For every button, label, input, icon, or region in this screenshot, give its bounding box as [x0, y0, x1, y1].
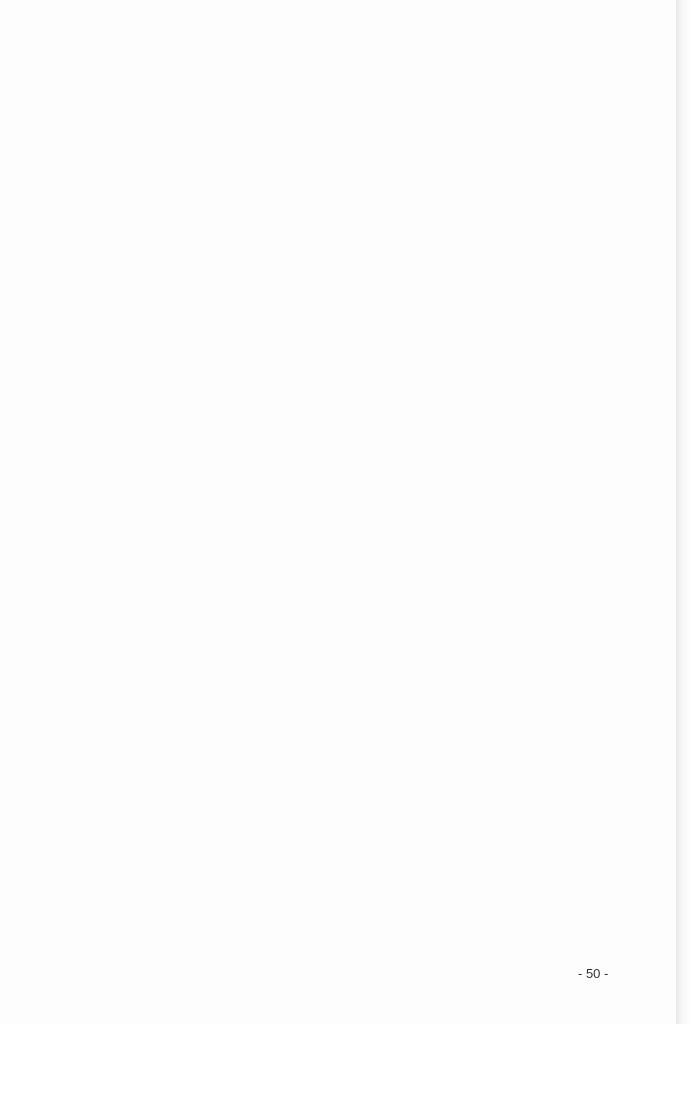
text-line [86, 341, 616, 381]
page-edge-shadow [676, 0, 691, 1024]
text-line [86, 221, 616, 261]
text-line [86, 904, 616, 944]
text-line [86, 462, 616, 502]
text-line [86, 864, 616, 904]
text-line [86, 663, 616, 703]
text-line [86, 703, 616, 743]
paragraph-2 [86, 221, 616, 1105]
text-line [86, 60, 616, 100]
text-line [86, 502, 616, 542]
text-line [86, 783, 616, 823]
text-line [86, 422, 616, 462]
text-line [86, 824, 616, 864]
text-line [86, 582, 616, 622]
text-line [86, 1025, 616, 1065]
text-line [86, 984, 616, 1024]
text-line [86, 301, 616, 341]
text-line [86, 743, 616, 783]
text-line [86, 181, 616, 221]
text-line [86, 100, 616, 140]
text-line [86, 382, 616, 422]
text-line [86, 1065, 616, 1105]
text-line [86, 944, 616, 984]
text-line [86, 623, 616, 663]
paragraph-1 [86, 60, 616, 221]
page-number: - 50 - [578, 966, 609, 981]
text-line [86, 261, 616, 301]
body-text [86, 60, 616, 1105]
text-line [86, 542, 616, 582]
text-line [86, 140, 616, 180]
